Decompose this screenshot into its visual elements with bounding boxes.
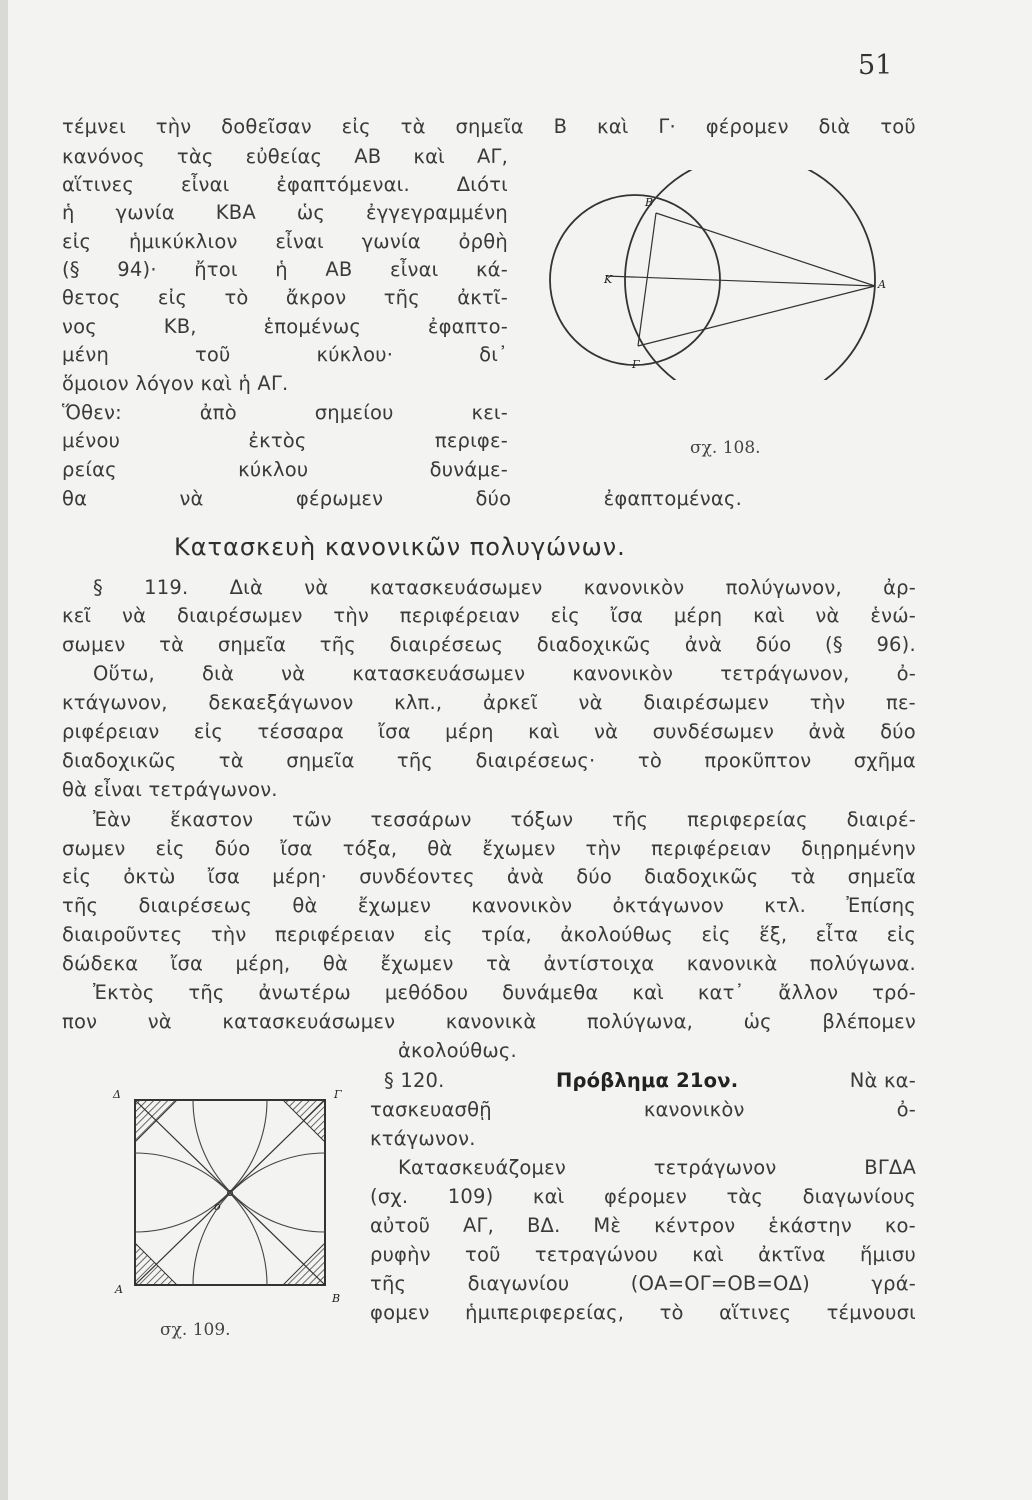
word: θὰ: [292, 894, 318, 917]
word: καὶ: [692, 1243, 724, 1266]
word: σημεῖα: [455, 115, 524, 138]
word: νὰ: [147, 1010, 172, 1033]
word: ἴσα: [207, 865, 241, 888]
word: ὡς: [296, 201, 326, 224]
fig109-label-a: A: [115, 1283, 123, 1296]
text-line: [62, 257, 508, 283]
word: κατ᾽: [697, 981, 745, 1004]
text-line: [62, 172, 508, 198]
word: κεῖ: [62, 604, 92, 627]
word: μένου: [62, 429, 121, 452]
word: ἄλλον: [778, 981, 839, 1004]
word: (ΟΑ=ΟΓ=ΟΒ=ΟΔ): [630, 1272, 810, 1295]
word: ἀρ-: [883, 576, 916, 599]
word: γρά-: [871, 1272, 916, 1295]
word: σημείου: [314, 401, 394, 424]
word: διαιρέσωμεν: [643, 691, 770, 714]
word: εἰς: [550, 604, 580, 627]
word: ἀρκεῖ: [482, 691, 538, 714]
word: τὴν: [155, 115, 192, 138]
word: καὶ: [413, 145, 445, 168]
word: τετράγωνον: [653, 1156, 777, 1179]
word: ὀ-: [896, 662, 916, 685]
word: εἰς: [62, 230, 92, 253]
word: κανονικὸν: [572, 662, 674, 685]
word: καὶ: [528, 720, 560, 743]
word: τοῦ: [880, 115, 916, 138]
word: ΑΒ: [354, 145, 382, 168]
word: κατασκευάσωμεν: [352, 662, 526, 685]
word: ἴσα: [170, 952, 204, 975]
word: ἀκτῖνα: [758, 1243, 826, 1266]
fig109-label-b: B: [332, 1292, 341, 1305]
word: δύο: [214, 837, 251, 860]
fig108-label-b: B: [645, 196, 654, 209]
word: σωμεν: [62, 633, 126, 656]
word: διαιρέσεως: [389, 633, 504, 656]
word: ΑΓ,: [463, 1214, 495, 1237]
word: γωνία: [361, 230, 421, 253]
word: ὀκτάγωνον: [612, 894, 724, 917]
text-line: [370, 1097, 916, 1123]
problem-number: § 120.: [384, 1069, 445, 1092]
word: τετραγώνου: [534, 1243, 659, 1266]
word: ἄκρον: [285, 286, 347, 309]
word: ἡ: [62, 201, 75, 224]
word: ἀνὰ: [506, 865, 545, 888]
word: εἶναι: [180, 173, 230, 196]
text-line: [62, 428, 508, 454]
word: ἀντίστοιχα: [543, 952, 655, 975]
word: καὶ: [532, 1185, 565, 1208]
word: τοῦ: [465, 1243, 501, 1266]
word: εἰς: [341, 115, 371, 138]
word: διαδοχικῶς: [536, 633, 652, 656]
word: τῶν: [292, 808, 332, 831]
word: ἑνώ-: [870, 604, 916, 627]
text-line: [398, 1155, 916, 1181]
word: Ἐὰν: [93, 808, 132, 831]
word: κατασκευάσωμεν: [222, 1010, 396, 1033]
word: εἰς: [62, 865, 92, 888]
word: τόξων: [510, 808, 574, 831]
text-line: [370, 1300, 916, 1326]
word: τὸ: [659, 1301, 684, 1324]
text-line: [62, 603, 916, 629]
word: ὀ-: [896, 1098, 916, 1121]
word: τέμνουσι: [826, 1301, 916, 1324]
problem-rest: Νὰ κα-: [849, 1069, 916, 1092]
word: ἀπὸ: [199, 401, 237, 424]
text-line: [93, 807, 916, 833]
word: ἀνὰ: [684, 633, 723, 656]
text-line: [370, 1184, 916, 1210]
word: Οὕτω,: [93, 662, 155, 685]
page-number: 51: [858, 50, 893, 81]
word: ΒΓΔΑ: [864, 1156, 916, 1179]
text-line: [370, 1242, 916, 1268]
word: μένη: [62, 343, 109, 366]
word: σημεῖα: [217, 633, 287, 656]
word: τῆς: [370, 1272, 407, 1295]
word: φέρομεν: [603, 1185, 687, 1208]
word: σημεῖα: [847, 865, 916, 888]
text-line: [62, 114, 916, 140]
text-line: [62, 457, 508, 483]
word: διὰ: [202, 662, 235, 685]
word: περιφερείας: [687, 808, 808, 831]
word: ἐκτὸς: [248, 429, 307, 452]
word: διαιρέσωμεν: [176, 604, 303, 627]
word: εἶναι: [275, 230, 324, 253]
word: κανονικὸν: [471, 894, 573, 917]
word: ἑκάστην: [768, 1214, 852, 1237]
word: Διὰ: [229, 576, 264, 599]
word: διαγωνίους: [802, 1185, 916, 1208]
word: (σχ.: [370, 1185, 409, 1208]
text-line: [62, 200, 508, 226]
word: Ἐπίσης: [846, 894, 916, 917]
text-line: [62, 314, 508, 340]
word: συνδέσωμεν: [652, 720, 775, 743]
word: εἰς: [886, 923, 916, 946]
word: τὸ: [637, 749, 662, 772]
word: εἶτα: [815, 923, 859, 946]
text-line: [62, 632, 916, 658]
line-text: θὰ εἶναι τετράγωνον.: [62, 778, 278, 801]
word: μέρη: [445, 720, 494, 743]
word: νὰ: [179, 487, 204, 510]
text-line: [370, 1126, 916, 1152]
word: τὰ: [218, 749, 244, 772]
text-line: [62, 922, 916, 948]
word: σημεῖα: [286, 749, 355, 772]
word: κά-: [475, 258, 508, 281]
line-text: κτάγωνον.: [370, 1127, 476, 1150]
word: τέσσαρα: [257, 720, 344, 743]
figure-109-diagram: [110, 1080, 350, 1310]
word: νὰ: [815, 604, 840, 627]
word: προκῦπτον: [704, 749, 812, 772]
text-line: [93, 661, 916, 687]
word: τῆς: [319, 633, 356, 656]
word: 119.: [144, 576, 189, 599]
text-line: [62, 371, 508, 397]
word: πε-: [886, 691, 916, 714]
word: κανόνος: [62, 145, 145, 168]
word: καὶ: [632, 981, 664, 1004]
word: κύκλου: [238, 458, 309, 481]
word: δύο: [576, 865, 612, 888]
word: ἕκαστον: [170, 808, 254, 831]
word: τῆς: [383, 286, 420, 309]
text-line: [62, 864, 916, 890]
line-text: ὅμοιον λόγον καὶ ἡ ΑΓ.: [62, 372, 289, 395]
word: τόξα,: [342, 837, 398, 860]
text-line: [62, 1009, 916, 1035]
word: §: [93, 576, 103, 599]
word: μέρη·: [272, 865, 328, 888]
word: τὴν: [333, 604, 369, 627]
word: δυνάμε-: [429, 458, 508, 481]
text-line: [398, 1038, 698, 1064]
fig108-label-g: Γ: [632, 358, 640, 371]
word: διαιροῦντες: [62, 923, 183, 946]
word: πολύγωνα,: [586, 1010, 694, 1033]
word: κανονικὸν: [643, 1098, 745, 1121]
word: ἀνωτέρω: [258, 981, 351, 1004]
word: τὸ: [224, 286, 249, 309]
word: ρείας: [62, 458, 117, 481]
word: μέρη,: [235, 952, 291, 975]
word: τῆς: [612, 808, 649, 831]
text-line: [62, 342, 508, 368]
text-line: [370, 1213, 916, 1239]
text-line: [62, 285, 508, 311]
word: ἕξ,: [759, 923, 788, 946]
word: Ἐκτὸς: [93, 981, 155, 1004]
fig109-label-d: Δ: [113, 1088, 121, 1101]
word: ἡμικύκλιον: [128, 230, 238, 253]
word: γωνία: [115, 201, 175, 224]
word: Διότι: [456, 173, 508, 196]
figure-109-caption: σχ. 109.: [160, 1320, 231, 1340]
word: ΑΓ,: [476, 145, 508, 168]
word: κύκλου·: [316, 343, 394, 366]
word: ρυφὴν: [370, 1243, 431, 1266]
word: διαιρέ-: [846, 808, 916, 831]
word: δι᾽: [479, 343, 508, 366]
word: τρία,: [481, 923, 532, 946]
word: διαδοχικῶς: [644, 865, 759, 888]
word: ἤτοι: [194, 258, 238, 281]
word: ὡς: [743, 1010, 772, 1033]
text-line: [93, 980, 916, 1006]
word: μεθόδου: [384, 981, 469, 1004]
word: Γ·: [658, 115, 676, 138]
word: ἡμιπεριφερείας,: [465, 1301, 625, 1324]
word: κτάγωνον,: [62, 691, 168, 714]
word: ἐγγεγραμμένη: [366, 201, 508, 224]
word: τετράγωνον,: [720, 662, 850, 685]
word: τρό-: [872, 981, 916, 1004]
word: Ὅθεν:: [62, 401, 122, 424]
word: 94)·: [117, 258, 157, 281]
word: περιφέρειαν: [399, 604, 520, 627]
word: περιφε-: [434, 429, 508, 452]
word: εὐθείας: [245, 145, 323, 168]
fig108-label-a: A: [878, 278, 886, 291]
word: ἐφαπτόμεναι.: [276, 173, 410, 196]
word: εἰς: [193, 720, 224, 743]
word: φομεν: [370, 1301, 430, 1324]
word: δύο: [755, 633, 792, 656]
word: τέμνει: [62, 115, 126, 138]
word: καὶ: [597, 115, 629, 138]
word: δύο: [475, 487, 512, 510]
word: διαιρέσεως: [138, 894, 253, 917]
word: δυνάμεθα: [502, 981, 599, 1004]
word: νὰ: [281, 662, 306, 685]
word: νος: [62, 315, 97, 338]
word: σχῆμα: [853, 749, 916, 772]
text-line: [62, 777, 916, 803]
word: πολύγωνα.: [809, 952, 916, 975]
text-line: [62, 229, 508, 255]
word: εἰς: [155, 837, 185, 860]
text-line: [62, 144, 508, 170]
word: Β: [553, 115, 568, 138]
word: μέρη: [673, 604, 723, 627]
text-line: [62, 719, 916, 745]
word: τὴν: [585, 837, 622, 860]
text-line: [62, 893, 916, 919]
word: τὴν: [210, 923, 247, 946]
text-line: [62, 486, 742, 512]
word: ἥμισυ: [859, 1243, 916, 1266]
section-heading: Κατασκευὴ κανονικῶν πολυγώνων.: [174, 533, 626, 561]
word: κέντρον: [654, 1214, 736, 1237]
word: φέρωμεν: [295, 487, 384, 510]
word: βλέπομεν: [822, 1010, 916, 1033]
figure-108-diagram: [540, 170, 920, 380]
word: συνδέοντες: [359, 865, 475, 888]
word: δύο: [880, 720, 916, 743]
text-line: [370, 1271, 916, 1297]
word: (§: [62, 258, 80, 281]
word: νὰ: [304, 576, 329, 599]
word: ἐφαπτο-: [427, 315, 508, 338]
word: αἵτινες: [719, 1301, 792, 1324]
text-line: [62, 690, 916, 716]
word: αἵτινες: [62, 173, 135, 196]
word: ἑπομένως: [263, 315, 361, 338]
word: ὀκτὼ: [123, 865, 176, 888]
word: τὰς: [176, 145, 214, 168]
fig109-label-o: o: [214, 1200, 221, 1213]
fig108-label-k: K: [604, 273, 613, 286]
word: ἴσα: [280, 837, 313, 860]
problem-line: [384, 1068, 916, 1094]
text-line: [62, 951, 916, 977]
word: διαδοχικῶς: [62, 749, 177, 772]
word: κανονικὰ: [686, 952, 778, 975]
word: διὰ: [818, 115, 851, 138]
word: κτλ.: [764, 894, 807, 917]
word: ἀνὰ: [808, 720, 846, 743]
word: θετος: [62, 286, 121, 309]
figure-108-caption: σχ. 108.: [690, 438, 761, 458]
word: πον: [62, 1010, 98, 1033]
word: δεκαεξάγωνον: [208, 691, 354, 714]
word: διαιρέσεως·: [475, 749, 596, 772]
word: νὰ: [594, 720, 619, 743]
word: τὰ: [159, 633, 185, 656]
word: δώδεκα: [62, 952, 139, 975]
word: κο-: [884, 1214, 916, 1237]
word: εἶναι: [389, 258, 439, 281]
text-line: [93, 575, 916, 601]
word: ΑΒ: [325, 258, 353, 281]
word: τῆς: [396, 749, 434, 772]
word: ἴσα: [378, 720, 411, 743]
word: 96).: [876, 633, 916, 656]
word: τὰ: [486, 952, 512, 975]
word: τῆς: [188, 981, 225, 1004]
word: περιφέρειαν: [651, 837, 772, 860]
word: τασκευασθῇ: [370, 1098, 492, 1121]
word: τῆς: [62, 894, 99, 917]
word: τὰ: [790, 865, 816, 888]
word: τὴν: [809, 691, 846, 714]
word: 109): [447, 1185, 494, 1208]
text-line: [62, 748, 916, 774]
word: ἀκτῖ-: [457, 286, 508, 309]
word: πολύγωνον,: [725, 576, 842, 599]
line-text: ἀκολούθως.: [398, 1039, 517, 1062]
word: (§: [825, 633, 843, 656]
word: αὐτοῦ: [370, 1214, 431, 1237]
word: κανονικὸν: [583, 576, 685, 599]
word: ἔχωμεν: [380, 952, 454, 975]
word: Μὲ: [593, 1214, 622, 1237]
word: ΒΔ.: [526, 1214, 561, 1237]
word: εἰς: [157, 286, 188, 309]
word: θα: [62, 487, 88, 510]
word: καὶ: [753, 604, 785, 627]
word: ἡ: [275, 258, 288, 281]
word: σωμεν: [62, 837, 126, 860]
word: τὰς: [726, 1185, 764, 1208]
word: ριφέρειαν: [62, 720, 160, 743]
word: τοῦ: [194, 343, 231, 366]
word: φέρομεν: [705, 115, 789, 138]
word: ΚΒΑ: [215, 201, 256, 224]
word: Κατασκευάζομεν: [398, 1156, 566, 1179]
word: θὰ: [427, 837, 453, 860]
page-edge-shadow: [0, 0, 8, 1500]
word: ἔχωμεν: [357, 894, 432, 917]
word: περιφέρειαν: [274, 923, 396, 946]
text-line: [62, 400, 508, 426]
word: εἰς: [423, 923, 453, 946]
word: θὰ: [322, 952, 349, 975]
word: κει-: [471, 401, 508, 424]
word: τεσσάρων: [370, 808, 472, 831]
word: κανονικὰ: [445, 1010, 537, 1033]
word: ἔχωμεν: [482, 837, 556, 860]
word: κατασκευάσωμεν: [369, 576, 543, 599]
word: εἰς: [701, 923, 731, 946]
fig109-label-g: Γ: [334, 1088, 342, 1101]
word: δοθεῖσαν: [221, 115, 312, 138]
word: ἀκολούθως: [560, 923, 673, 946]
word: τὰ: [400, 115, 426, 138]
word: νὰ: [578, 691, 603, 714]
word: διῃρημένην: [801, 837, 916, 860]
word: ἴσα: [610, 604, 644, 627]
word: ἐφαπτομένας.: [603, 487, 742, 510]
word: ὀρθὴ: [458, 230, 508, 253]
word: κλπ.,: [394, 691, 443, 714]
text-line: [62, 836, 916, 862]
word: ΚΒ,: [163, 315, 197, 338]
problem-title: Πρόβλημα 21ον.: [555, 1069, 739, 1092]
word: νὰ: [122, 604, 147, 627]
word: διαγωνίου: [467, 1272, 570, 1295]
